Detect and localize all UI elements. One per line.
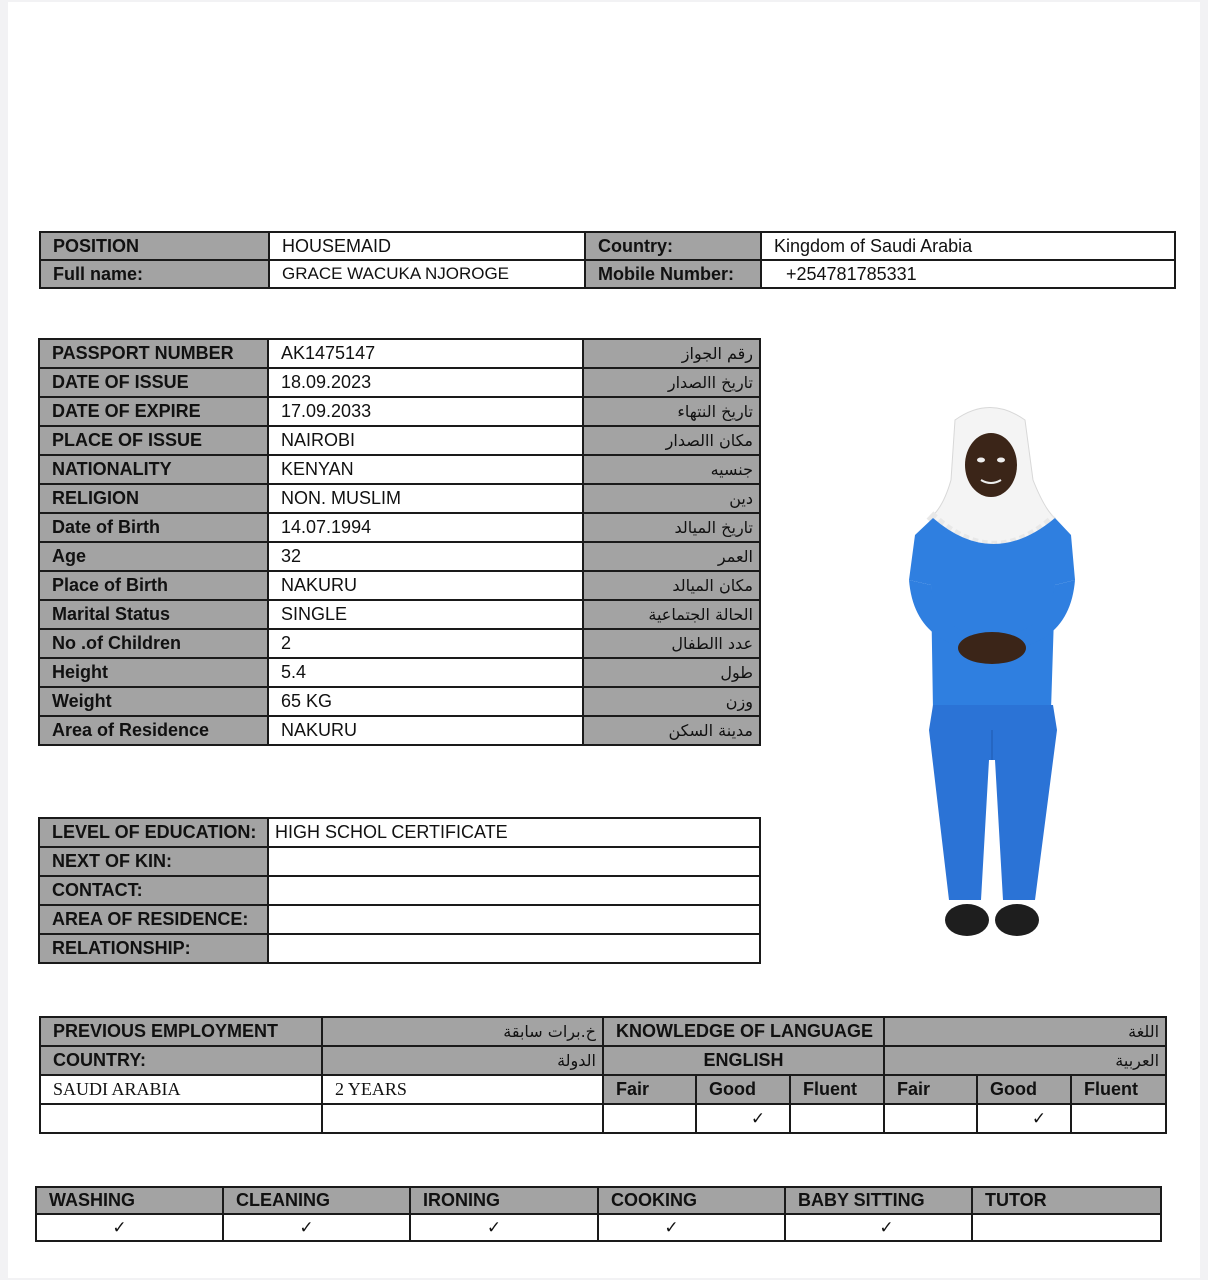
arabic-good-label: Good <box>977 1075 1071 1104</box>
english-good-check: ✓ <box>696 1104 790 1133</box>
passport-row <box>39 397 760 426</box>
date-of-expire-value: 17.09.2033 <box>268 397 583 426</box>
skills-table <box>35 1186 1162 1242</box>
date-of-issue-label: DATE OF ISSUE <box>39 368 268 397</box>
mobile-label: Mobile Number: <box>585 260 761 288</box>
skill-tutor-label: TUTOR <box>972 1187 1161 1214</box>
arabic-language-label: العربية <box>884 1046 1166 1075</box>
skill-cleaning-label: CLEANING <box>223 1187 410 1214</box>
emp-row-3 <box>40 1075 1166 1104</box>
previous-employment-arabic: خ.برات سابقة <box>322 1017 603 1046</box>
passport-row <box>39 600 760 629</box>
weight-value: 65 KG <box>268 687 583 716</box>
passport-number-value: AK1475147 <box>268 339 583 368</box>
arabic-fluent-label: Fluent <box>1071 1075 1166 1104</box>
passport-table <box>38 338 761 746</box>
area-of-residence-arabic-label: مدينة السكن <box>583 716 760 745</box>
english-fluent-label: Fluent <box>790 1075 884 1104</box>
passport-row <box>39 426 760 455</box>
english-fair-check <box>603 1104 696 1133</box>
place-of-birth-value: NAKURU <box>268 571 583 600</box>
passport-row <box>39 455 760 484</box>
passport-row <box>39 658 760 687</box>
nationality-value: KENYAN <box>268 455 583 484</box>
area-of-residence-label: AREA OF RESIDENCE: <box>39 905 268 934</box>
emp-country-arabic: الدولة <box>322 1046 603 1075</box>
skills-label-row <box>36 1187 1161 1214</box>
candidate-photo <box>895 400 1090 955</box>
skill-cooking-label: COOKING <box>598 1187 785 1214</box>
no-of-children-arabic-label: عدد االطفال <box>583 629 760 658</box>
date-of-birth-arabic-label: تاريخ الميالد <box>583 513 760 542</box>
place-of-birth-label: Place of Birth <box>39 571 268 600</box>
religion-value: NON. MUSLIM <box>268 484 583 513</box>
position-label: POSITION <box>40 232 269 260</box>
emp-empty-cell <box>322 1104 603 1133</box>
emp-row-4 <box>40 1104 1166 1133</box>
place-of-issue-value: NAIROBI <box>268 426 583 455</box>
education-row <box>39 847 760 876</box>
weight-arabic-label: وزن <box>583 687 760 716</box>
fullname-label: Full name: <box>40 260 269 288</box>
height-value: 5.4 <box>268 658 583 687</box>
skill-baby-sitting-label: BABY SITTING <box>785 1187 972 1214</box>
previous-employment-label: PREVIOUS EMPLOYMENT <box>40 1017 322 1046</box>
education-row <box>39 905 760 934</box>
education-row <box>39 934 760 963</box>
passport-row <box>39 513 760 542</box>
area-of-residence-value <box>268 905 760 934</box>
position-value: HOUSEMAID <box>269 232 585 260</box>
height-label: Height <box>39 658 268 687</box>
english-fluent-check <box>790 1104 884 1133</box>
date-of-birth-value: 14.07.1994 <box>268 513 583 542</box>
fullname-value: GRACE WACUKA NJOROGE <box>269 260 585 288</box>
emp-row-1 <box>40 1017 1166 1046</box>
next-of-kin-label: NEXT OF KIN: <box>39 847 268 876</box>
weight-label: Weight <box>39 687 268 716</box>
level-of-education-value: HIGH SCHOL CERTIFICATE <box>268 818 760 847</box>
skill-washing-label: WASHING <box>36 1187 223 1214</box>
no-of-children-value: 2 <box>268 629 583 658</box>
skill-ironing-check: ✓ <box>410 1214 598 1241</box>
next-of-kin-value <box>268 847 760 876</box>
skill-tutor-check <box>972 1214 1161 1241</box>
age-value: 32 <box>268 542 583 571</box>
passport-row <box>39 368 760 397</box>
area-of-residence-label: Area of Residence <box>39 716 268 745</box>
language-label: KNOWLEDGE OF LANGUAGE <box>603 1017 884 1046</box>
date-of-birth-label: Date of Birth <box>39 513 268 542</box>
date-of-expire-label: DATE OF EXPIRE <box>39 397 268 426</box>
header-table <box>39 231 1176 289</box>
no-of-children-label: No .of Children <box>39 629 268 658</box>
level-of-education-label: LEVEL OF EDUCATION: <box>39 818 268 847</box>
relationship-value <box>268 934 760 963</box>
english-label: ENGLISH <box>603 1046 884 1075</box>
relationship-label: RELATIONSHIP: <box>39 934 268 963</box>
height-arabic-label: طول <box>583 658 760 687</box>
education-row <box>39 876 760 905</box>
arabic-fluent-check <box>1071 1104 1166 1133</box>
passport-row <box>39 542 760 571</box>
english-good-label: Good <box>696 1075 790 1104</box>
mobile-value: +254781785331 <box>761 260 1175 288</box>
marital-status-label: Marital Status <box>39 600 268 629</box>
education-row <box>39 818 760 847</box>
english-fair-label: Fair <box>603 1075 696 1104</box>
date-of-issue-arabic-label: تاريخ االصدار <box>583 368 760 397</box>
religion-label: RELIGION <box>39 484 268 513</box>
skill-washing-check: ✓ <box>36 1214 223 1241</box>
arabic-fair-label: Fair <box>884 1075 977 1104</box>
passport-row <box>39 571 760 600</box>
arabic-good-check: ✓ <box>977 1104 1071 1133</box>
skill-baby-sitting-check: ✓ <box>785 1214 972 1241</box>
marital-status-value: SINGLE <box>268 600 583 629</box>
place-of-issue-label: PLACE OF ISSUE <box>39 426 268 455</box>
contact-label: CONTACT: <box>39 876 268 905</box>
skills-check-row <box>36 1214 1161 1241</box>
country-value: Kingdom of Saudi Arabia <box>761 232 1175 260</box>
language-arabic: اللغة <box>884 1017 1166 1046</box>
area-of-residence-value: NAKURU <box>268 716 583 745</box>
skill-cooking-check: ✓ <box>598 1214 785 1241</box>
passport-row <box>39 629 760 658</box>
passport-number-arabic-label: رقم الجواز <box>583 339 760 368</box>
date-of-expire-arabic-label: تاريخ النتهاء <box>583 397 760 426</box>
header-row-position <box>40 232 1175 260</box>
emp-country-value: SAUDI ARABIA <box>40 1075 322 1104</box>
emp-empty-cell <box>40 1104 322 1133</box>
skill-cleaning-check: ✓ <box>223 1214 410 1241</box>
emp-row-2 <box>40 1046 1166 1075</box>
emp-country-label: COUNTRY: <box>40 1046 322 1075</box>
passport-row <box>39 716 760 745</box>
age-label: Age <box>39 542 268 571</box>
contact-value <box>268 876 760 905</box>
age-arabic-label: العمر <box>583 542 760 571</box>
header-row-name <box>40 260 1175 288</box>
employment-table <box>39 1016 1167 1134</box>
place-of-birth-arabic-label: مكان الميالد <box>583 571 760 600</box>
date-of-issue-value: 18.09.2023 <box>268 368 583 397</box>
passport-row <box>39 339 760 368</box>
nationality-arabic-label: جنسيه <box>583 455 760 484</box>
passport-number-label: PASSPORT NUMBER <box>39 339 268 368</box>
country-label: Country: <box>585 232 761 260</box>
place-of-issue-arabic-label: مكان االصدار <box>583 426 760 455</box>
nationality-label: NATIONALITY <box>39 455 268 484</box>
passport-row <box>39 687 760 716</box>
passport-row <box>39 484 760 513</box>
education-table <box>38 817 761 964</box>
emp-duration-value: 2 YEARS <box>322 1075 603 1104</box>
religion-arabic-label: دين <box>583 484 760 513</box>
marital-status-arabic-label: الحالة الجتماعية <box>583 600 760 629</box>
arabic-fair-check <box>884 1104 977 1133</box>
skill-ironing-label: IRONING <box>410 1187 598 1214</box>
